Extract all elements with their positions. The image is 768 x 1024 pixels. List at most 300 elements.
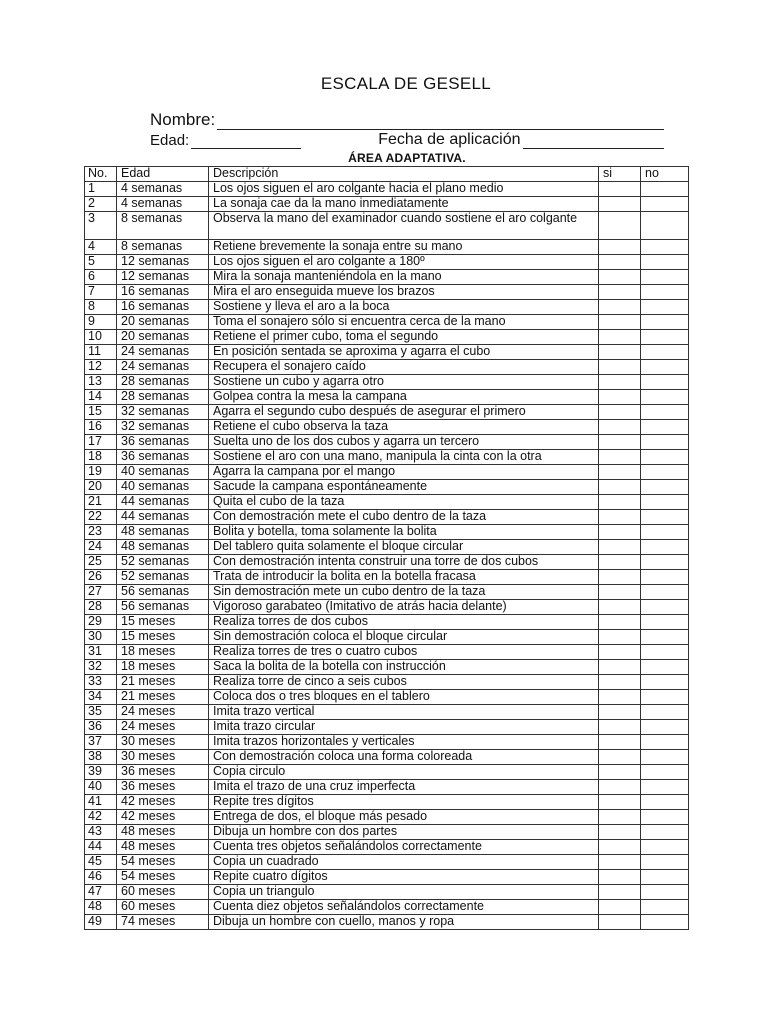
- row-no-checkbox[interactable]: [641, 495, 689, 510]
- row-si-checkbox[interactable]: [599, 780, 641, 795]
- row-descripcion: Toma el sonajero sólo si encuentra cerca de la mano: [209, 315, 599, 330]
- edad-label: Edad:: [150, 132, 190, 149]
- row-descripcion: Realiza torre de cinco a seis cubos: [209, 675, 599, 690]
- row-number: 5: [85, 255, 117, 270]
- row-si-checkbox[interactable]: [599, 345, 641, 360]
- table-row: [85, 915, 689, 930]
- table-row: [85, 795, 689, 810]
- row-descripcion: Sin demostración coloca el bloque circular: [209, 630, 599, 645]
- row-descripcion: Coloca dos o tres bloques en el tablero: [209, 690, 599, 705]
- page-title: ESCALA DE GESELL: [320, 74, 492, 93]
- row-descripcion: Sin demostración mete un cubo dentro de la taza: [209, 585, 599, 600]
- row-si-checkbox[interactable]: [599, 480, 641, 495]
- row-no-checkbox[interactable]: [641, 600, 689, 615]
- row-no-checkbox[interactable]: [641, 615, 689, 630]
- row-descripcion: Retiene el primer cubo, toma el segundo: [209, 330, 599, 345]
- row-number: 21: [85, 495, 117, 510]
- fecha-label: Fecha de aplicación: [378, 131, 521, 148]
- row-no-checkbox[interactable]: [641, 885, 689, 900]
- row-descripcion: Copia un cuadrado: [209, 855, 599, 870]
- table-row: [85, 735, 689, 750]
- table-row: [85, 780, 689, 795]
- table-row: [85, 255, 689, 270]
- row-number: 8: [85, 300, 117, 315]
- table-row: [85, 750, 689, 765]
- table-row: [85, 675, 689, 690]
- row-no-checkbox[interactable]: [641, 345, 689, 360]
- row-no-checkbox[interactable]: [641, 435, 689, 450]
- row-number: 24: [85, 540, 117, 555]
- table-row: [85, 705, 689, 720]
- row-si-checkbox[interactable]: [599, 300, 641, 315]
- row-no-checkbox[interactable]: [641, 645, 689, 660]
- row-si-checkbox[interactable]: [599, 765, 641, 780]
- row-no-checkbox[interactable]: [641, 555, 689, 570]
- row-si-checkbox[interactable]: [599, 450, 641, 465]
- row-descripcion: Observa la mano del examinador cuando sostiene el aro colgante: [209, 212, 599, 240]
- row-number: 34: [85, 690, 117, 705]
- row-si-checkbox[interactable]: [599, 525, 641, 540]
- row-edad: 28 semanas: [117, 390, 209, 405]
- row-no-checkbox[interactable]: [641, 285, 689, 300]
- row-no-checkbox[interactable]: [641, 900, 689, 915]
- row-no-checkbox[interactable]: [641, 405, 689, 420]
- row-si-checkbox[interactable]: [599, 825, 641, 840]
- row-number: 19: [85, 465, 117, 480]
- row-number: 10: [85, 330, 117, 345]
- row-edad: 60 meses: [117, 900, 209, 915]
- table-row: [85, 540, 689, 555]
- header-descripcion: Descripción: [209, 167, 599, 182]
- row-edad: 56 semanas: [117, 600, 209, 615]
- row-number: 2: [85, 197, 117, 212]
- table-row: [85, 645, 689, 660]
- header-edad: Edad: [117, 167, 209, 182]
- row-edad: 28 semanas: [117, 375, 209, 390]
- fecha-field[interactable]: [523, 134, 664, 149]
- row-no-checkbox[interactable]: [641, 570, 689, 585]
- row-edad: 30 meses: [117, 735, 209, 750]
- table-row: [85, 405, 689, 420]
- row-descripcion: Los ojos siguen el aro colgante a 180º: [209, 255, 599, 270]
- row-edad: 48 meses: [117, 840, 209, 855]
- row-number: 18: [85, 450, 117, 465]
- row-descripcion: Copia circulo: [209, 765, 599, 780]
- row-descripcion: Recupera el sonajero caído: [209, 360, 599, 375]
- row-descripcion: Mira la sonaja manteniéndola en la mano: [209, 270, 599, 285]
- row-no-checkbox[interactable]: [641, 825, 689, 840]
- table-row: [85, 600, 689, 615]
- table-row: [85, 525, 689, 540]
- row-edad: 18 meses: [117, 645, 209, 660]
- row-number: 35: [85, 705, 117, 720]
- row-no-checkbox[interactable]: [641, 810, 689, 825]
- row-si-checkbox[interactable]: [599, 197, 641, 212]
- row-si-checkbox[interactable]: [599, 375, 641, 390]
- row-edad: 54 meses: [117, 870, 209, 885]
- row-no-checkbox[interactable]: [641, 765, 689, 780]
- row-number: 49: [85, 915, 117, 930]
- row-si-checkbox[interactable]: [599, 495, 641, 510]
- row-descripcion: Sostiene un cubo y agarra otro: [209, 375, 599, 390]
- row-edad: 24 meses: [117, 705, 209, 720]
- row-si-checkbox[interactable]: [599, 585, 641, 600]
- row-si-checkbox[interactable]: [599, 540, 641, 555]
- gesell-table: [84, 166, 689, 930]
- row-si-checkbox[interactable]: [599, 615, 641, 630]
- row-edad: 42 meses: [117, 795, 209, 810]
- row-edad: 4 semanas: [117, 197, 209, 212]
- row-no-checkbox[interactable]: [641, 315, 689, 330]
- row-no-checkbox[interactable]: [641, 660, 689, 675]
- row-edad: 15 meses: [117, 615, 209, 630]
- row-descripcion: Imita trazos horizontales y verticales: [209, 735, 599, 750]
- table-row: [85, 615, 689, 630]
- row-si-checkbox[interactable]: [599, 240, 641, 255]
- row-si-checkbox[interactable]: [599, 900, 641, 915]
- table-row: [85, 555, 689, 570]
- row-si-checkbox[interactable]: [599, 810, 641, 825]
- row-edad: 30 meses: [117, 750, 209, 765]
- row-descripcion: Imita trazo vertical: [209, 705, 599, 720]
- table-body: [85, 182, 689, 930]
- row-descripcion: Repite cuatro dígitos: [209, 870, 599, 885]
- row-descripcion: Con demostración coloca una forma coloreada: [209, 750, 599, 765]
- row-no-checkbox[interactable]: [641, 840, 689, 855]
- table-row: [85, 360, 689, 375]
- row-number: 9: [85, 315, 117, 330]
- row-number: 1: [85, 182, 117, 197]
- area-title: ÁREA ADAPTATIVA.: [348, 151, 466, 165]
- row-no-checkbox[interactable]: [641, 735, 689, 750]
- row-no-checkbox[interactable]: [641, 182, 689, 197]
- table-row: [85, 480, 689, 495]
- row-descripcion: Agarra la campana por el mango: [209, 465, 599, 480]
- row-si-checkbox[interactable]: [599, 405, 641, 420]
- row-si-checkbox[interactable]: [599, 735, 641, 750]
- row-edad: 52 semanas: [117, 555, 209, 570]
- table-row: [85, 435, 689, 450]
- row-descripcion: Imita el trazo de una cruz imperfecta: [209, 780, 599, 795]
- table-row: [85, 197, 689, 212]
- row-si-checkbox[interactable]: [599, 420, 641, 435]
- row-edad: 20 semanas: [117, 315, 209, 330]
- row-descripcion: Suelta uno de los dos cubos y agarra un tercero: [209, 435, 599, 450]
- row-edad: 12 semanas: [117, 270, 209, 285]
- row-no-checkbox[interactable]: [641, 375, 689, 390]
- row-edad: 21 meses: [117, 690, 209, 705]
- row-si-checkbox[interactable]: [599, 182, 641, 197]
- row-si-checkbox[interactable]: [599, 555, 641, 570]
- row-number: 13: [85, 375, 117, 390]
- row-edad: 40 semanas: [117, 480, 209, 495]
- row-descripcion: Con demostración intenta construir una torre de dos cubos: [209, 555, 599, 570]
- table-row: [85, 585, 689, 600]
- row-edad: 24 semanas: [117, 345, 209, 360]
- table-row: [85, 690, 689, 705]
- row-no-checkbox[interactable]: [641, 705, 689, 720]
- row-number: 37: [85, 735, 117, 750]
- row-edad: 40 semanas: [117, 465, 209, 480]
- row-descripcion: Cuenta diez objetos señalándolos correctamente: [209, 900, 599, 915]
- table-row: [85, 465, 689, 480]
- row-no-checkbox[interactable]: [641, 255, 689, 270]
- row-edad: 74 meses: [117, 915, 209, 930]
- row-no-checkbox[interactable]: [641, 540, 689, 555]
- row-descripcion: Copia un triangulo: [209, 885, 599, 900]
- row-number: 30: [85, 630, 117, 645]
- row-number: 33: [85, 675, 117, 690]
- row-edad: 44 semanas: [117, 510, 209, 525]
- table-row: [85, 810, 689, 825]
- nombre-line: [150, 110, 664, 130]
- row-no-checkbox[interactable]: [641, 300, 689, 315]
- row-no-checkbox[interactable]: [641, 690, 689, 705]
- row-si-checkbox[interactable]: [599, 720, 641, 735]
- row-si-checkbox[interactable]: [599, 435, 641, 450]
- row-descripcion: Dibuja un hombre con cuello, manos y ropa: [209, 915, 599, 930]
- table-row: [85, 765, 689, 780]
- row-number: 48: [85, 900, 117, 915]
- row-number: 27: [85, 585, 117, 600]
- row-number: 15: [85, 405, 117, 420]
- row-number: 39: [85, 765, 117, 780]
- row-number: 40: [85, 780, 117, 795]
- row-edad: 8 semanas: [117, 240, 209, 255]
- row-si-checkbox[interactable]: [599, 870, 641, 885]
- table-row: [85, 840, 689, 855]
- row-si-checkbox[interactable]: [599, 212, 641, 240]
- row-si-checkbox[interactable]: [599, 795, 641, 810]
- row-edad: 48 semanas: [117, 525, 209, 540]
- row-no-checkbox[interactable]: [641, 360, 689, 375]
- row-number: 29: [85, 615, 117, 630]
- table-row: [85, 240, 689, 255]
- row-descripcion: Trata de introducir la bolita en la botella fracasa: [209, 570, 599, 585]
- edad-field[interactable]: [191, 134, 301, 149]
- row-si-checkbox[interactable]: [599, 330, 641, 345]
- table-row: [85, 420, 689, 435]
- row-edad: 16 semanas: [117, 285, 209, 300]
- row-number: 23: [85, 525, 117, 540]
- row-edad: 24 semanas: [117, 360, 209, 375]
- table-row: [85, 375, 689, 390]
- row-descripcion: Imita trazo circular: [209, 720, 599, 735]
- row-no-checkbox[interactable]: [641, 330, 689, 345]
- header-si: si: [599, 167, 641, 182]
- row-number: 28: [85, 600, 117, 615]
- row-descripcion: Saca la bolita de la botella con instrucción: [209, 660, 599, 675]
- row-si-checkbox[interactable]: [599, 360, 641, 375]
- row-edad: 4 semanas: [117, 182, 209, 197]
- row-descripcion: Del tablero quita solamente el bloque circular: [209, 540, 599, 555]
- row-descripcion: Realiza torres de dos cubos: [209, 615, 599, 630]
- row-si-checkbox[interactable]: [599, 630, 641, 645]
- table-row: [85, 315, 689, 330]
- header-no: No.: [85, 167, 117, 182]
- row-number: 25: [85, 555, 117, 570]
- row-si-checkbox[interactable]: [599, 645, 641, 660]
- row-edad: 36 meses: [117, 780, 209, 795]
- row-number: 41: [85, 795, 117, 810]
- row-descripcion: La sonaja cae da la mano inmediatamente: [209, 197, 599, 212]
- row-number: 12: [85, 360, 117, 375]
- row-edad: 12 semanas: [117, 255, 209, 270]
- row-descripcion: Realiza torres de tres o cuatro cubos: [209, 645, 599, 660]
- row-edad: 8 semanas: [117, 212, 209, 240]
- table-row: [85, 720, 689, 735]
- row-number: 32: [85, 660, 117, 675]
- row-edad: 32 semanas: [117, 420, 209, 435]
- row-no-checkbox[interactable]: [641, 870, 689, 885]
- table-row: [85, 345, 689, 360]
- row-number: 47: [85, 885, 117, 900]
- row-descripcion: Sacude la campana espontáneamente: [209, 480, 599, 495]
- row-si-checkbox[interactable]: [599, 855, 641, 870]
- row-edad: 20 semanas: [117, 330, 209, 345]
- nombre-label: Nombre:: [150, 110, 216, 129]
- row-no-checkbox[interactable]: [641, 525, 689, 540]
- row-descripcion: Vigoroso garabateo (Imitativo de atrás hacia delante): [209, 600, 599, 615]
- row-number: 4: [85, 240, 117, 255]
- row-si-checkbox[interactable]: [599, 885, 641, 900]
- table-row: [85, 855, 689, 870]
- row-no-checkbox[interactable]: [641, 480, 689, 495]
- row-edad: 48 semanas: [117, 540, 209, 555]
- row-edad: 36 semanas: [117, 450, 209, 465]
- row-no-checkbox[interactable]: [641, 780, 689, 795]
- row-edad: 42 meses: [117, 810, 209, 825]
- table-row: [85, 630, 689, 645]
- row-number: 26: [85, 570, 117, 585]
- table-row: [85, 900, 689, 915]
- row-si-checkbox[interactable]: [599, 840, 641, 855]
- row-no-checkbox[interactable]: [641, 915, 689, 930]
- row-edad: 32 semanas: [117, 405, 209, 420]
- row-descripcion: Cuenta tres objetos señalándolos correctamente: [209, 840, 599, 855]
- row-edad: 60 meses: [117, 885, 209, 900]
- row-number: 16: [85, 420, 117, 435]
- row-edad: 54 meses: [117, 855, 209, 870]
- row-no-checkbox[interactable]: [641, 390, 689, 405]
- row-no-checkbox[interactable]: [641, 795, 689, 810]
- row-descripcion: Mira el aro enseguida mueve los brazos: [209, 285, 599, 300]
- row-descripcion: En posición sentada se aproxima y agarra el cubo: [209, 345, 599, 360]
- row-number: 22: [85, 510, 117, 525]
- row-si-checkbox[interactable]: [599, 285, 641, 300]
- row-no-checkbox[interactable]: [641, 270, 689, 285]
- row-si-checkbox[interactable]: [599, 750, 641, 765]
- row-descripcion: Repite tres dígitos: [209, 795, 599, 810]
- row-si-checkbox[interactable]: [599, 915, 641, 930]
- table-row: [85, 285, 689, 300]
- row-no-checkbox[interactable]: [641, 585, 689, 600]
- table-row: [85, 300, 689, 315]
- row-no-checkbox[interactable]: [641, 510, 689, 525]
- table-row: [85, 450, 689, 465]
- row-number: 45: [85, 855, 117, 870]
- row-no-checkbox[interactable]: [641, 465, 689, 480]
- table-row: [85, 330, 689, 345]
- row-si-checkbox[interactable]: [599, 600, 641, 615]
- row-si-checkbox[interactable]: [599, 270, 641, 285]
- row-descripcion: Sostiene y lleva el aro a la boca: [209, 300, 599, 315]
- row-no-checkbox[interactable]: [641, 450, 689, 465]
- row-edad: 36 meses: [117, 765, 209, 780]
- row-number: 31: [85, 645, 117, 660]
- row-descripcion: Sostiene el aro con una mano, manipula la cinta con la otra: [209, 450, 599, 465]
- row-si-checkbox[interactable]: [599, 705, 641, 720]
- row-edad: 16 semanas: [117, 300, 209, 315]
- row-no-checkbox[interactable]: [641, 240, 689, 255]
- row-si-checkbox[interactable]: [599, 675, 641, 690]
- row-number: 43: [85, 825, 117, 840]
- table-row: [85, 825, 689, 840]
- row-edad: 18 meses: [117, 660, 209, 675]
- row-number: 20: [85, 480, 117, 495]
- row-no-checkbox[interactable]: [641, 630, 689, 645]
- row-si-checkbox[interactable]: [599, 255, 641, 270]
- table-row: [85, 885, 689, 900]
- table-row: [85, 570, 689, 585]
- row-no-checkbox[interactable]: [641, 212, 689, 240]
- row-descripcion: Quita el cubo de la taza: [209, 495, 599, 510]
- row-si-checkbox[interactable]: [599, 660, 641, 675]
- row-no-checkbox[interactable]: [641, 750, 689, 765]
- row-descripcion: Golpea contra la mesa la campana: [209, 390, 599, 405]
- row-descripcion: Bolita y botella, toma solamente la bolita: [209, 525, 599, 540]
- row-descripcion: Agarra el segundo cubo después de asegurar el primero: [209, 405, 599, 420]
- row-no-checkbox[interactable]: [641, 420, 689, 435]
- row-si-checkbox[interactable]: [599, 390, 641, 405]
- table-header-row: [85, 167, 689, 182]
- row-descripcion: Retiene el cubo observa la taza: [209, 420, 599, 435]
- table-row: [85, 660, 689, 675]
- row-edad: 36 semanas: [117, 435, 209, 450]
- row-number: 44: [85, 840, 117, 855]
- row-descripcion: Retiene brevemente la sonaja entre su mano: [209, 240, 599, 255]
- row-no-checkbox[interactable]: [641, 197, 689, 212]
- row-number: 36: [85, 720, 117, 735]
- row-si-checkbox[interactable]: [599, 315, 641, 330]
- row-si-checkbox[interactable]: [599, 465, 641, 480]
- row-edad: 21 meses: [117, 675, 209, 690]
- row-edad: 15 meses: [117, 630, 209, 645]
- row-number: 3: [85, 212, 117, 240]
- row-number: 6: [85, 270, 117, 285]
- table-row: [85, 270, 689, 285]
- row-number: 46: [85, 870, 117, 885]
- row-si-checkbox[interactable]: [599, 690, 641, 705]
- row-si-checkbox[interactable]: [599, 570, 641, 585]
- table-row: [85, 495, 689, 510]
- row-si-checkbox[interactable]: [599, 510, 641, 525]
- row-number: 14: [85, 390, 117, 405]
- row-no-checkbox[interactable]: [641, 720, 689, 735]
- table-row: [85, 212, 689, 240]
- row-edad: 52 semanas: [117, 570, 209, 585]
- nombre-field[interactable]: [217, 115, 664, 130]
- table-row: [85, 870, 689, 885]
- row-descripcion: Los ojos siguen el aro colgante hacia el plano medio: [209, 182, 599, 197]
- row-number: 7: [85, 285, 117, 300]
- row-number: 42: [85, 810, 117, 825]
- row-number: 17: [85, 435, 117, 450]
- row-no-checkbox[interactable]: [641, 855, 689, 870]
- header-no-answer: no: [641, 167, 689, 182]
- edad-fecha-line: [150, 131, 664, 149]
- row-no-checkbox[interactable]: [641, 675, 689, 690]
